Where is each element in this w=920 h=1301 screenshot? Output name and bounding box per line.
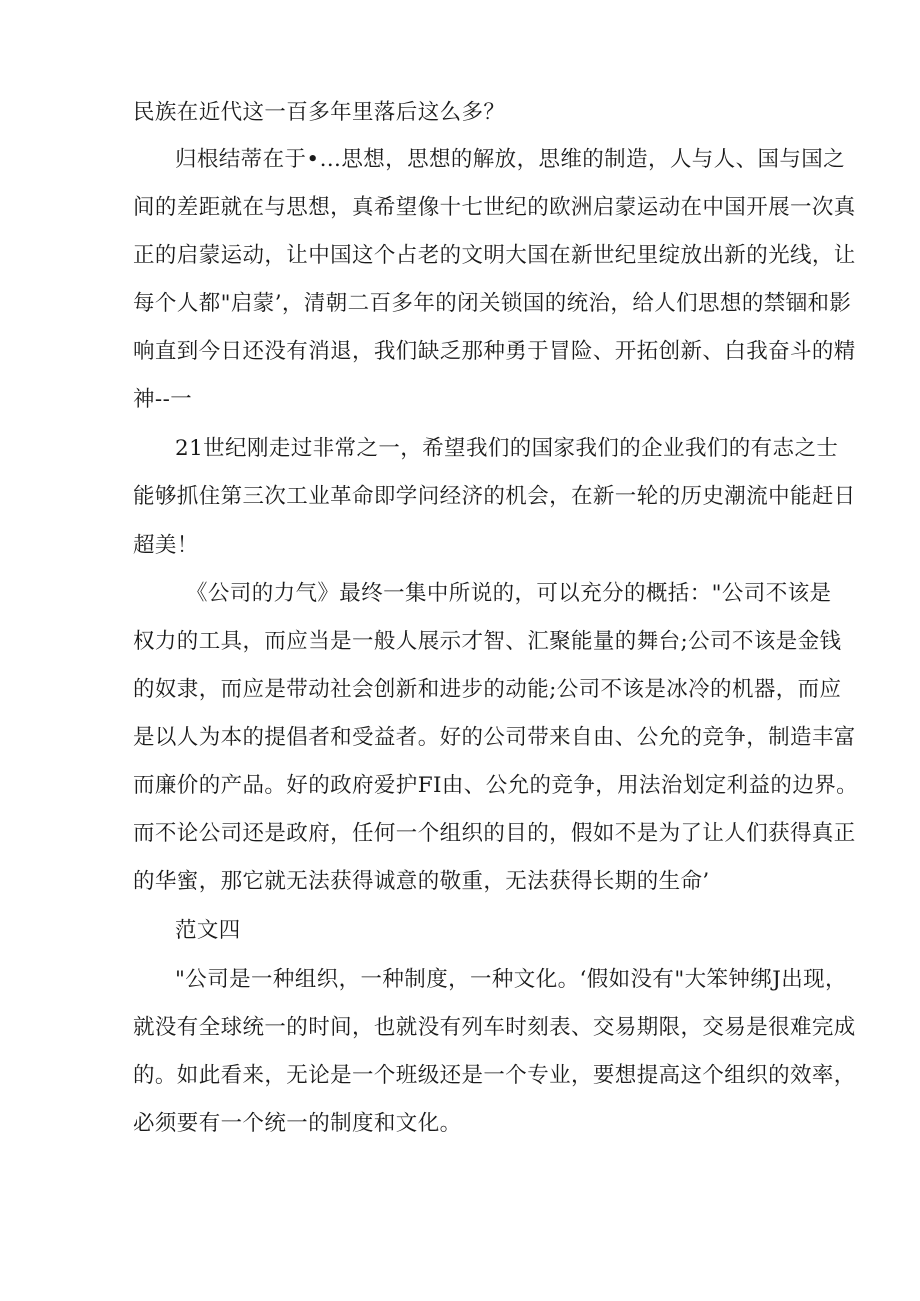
text-line: 响直到今日还没有消退，我们缺乏那种勇于冒险、开拓创新、白我奋斗的精 (133, 339, 856, 364)
text-line: 21世纪刚走过非常之一，希望我们的国家我们的企业我们的有志之士 (175, 436, 839, 461)
text-line: 是以人为本的提倡者和受益者。好的公司带来自由、公允的竞争，制造丰富 (133, 725, 856, 750)
text-line: 而不论公司还是政府，任何一个组织的目的，假如不是为了让人们获得真正 (133, 821, 856, 846)
text-line: 神--一 (133, 387, 193, 412)
text-line: 正的启蒙运动，让中国这个占老的文明大国在新世纪里绽放出新的光线，让 (133, 243, 856, 268)
text-line: 就没有全球统一的时间，也就没有列车时刻表、交易期限，交易是很难完成 (133, 1015, 856, 1040)
text-line: 的。如此看来，无论是一个班级还是一个专业，要想提高这个组织的效率， (133, 1063, 856, 1088)
text-line: 民族在近代这一百多年里落后这么多？ (133, 100, 506, 125)
text-line: 《公司的力气》最终一集中所说的，可以充分的概括："公司不该是 (186, 581, 832, 606)
text-line: 的华蜜，那它就无法获得诚意的敬重，无法获得长期的生命’ (133, 869, 710, 894)
text-line: 权力的工具，而应当是一般人展示才智、汇聚能量的舞台;公司不该是金钱 (133, 629, 842, 654)
text-line: 每个人都"启蒙’，清朝二百多年的闭关锁国的统治，给人们思想的禁锢和影 (133, 291, 852, 316)
section-heading: 范文四 (175, 918, 241, 943)
text-line: 而廉价的产品。好的政府爱护FI由、公允的竞争，用法治划定利益的边界。 (133, 773, 859, 798)
text-line: 归根结蒂在于•…思想，思想的解放，思维的制造，人与人、国与国之 (175, 147, 846, 172)
text-line: 超美！ (133, 533, 199, 558)
text-line: 间的差距就在与思想，真希望像十七世纪的欧洲启蒙运动在中国开展一次真 (133, 195, 856, 220)
text-line: "公司是一种组织，一种制度，一种文化。‘假如没有"大笨钟绑J出现， (175, 967, 847, 992)
text-line: 的奴隶，而应是带动社会创新和进步的动能;公司不该是冰冷的机器，而应 (133, 677, 842, 702)
text-line: 能够抓住第三次工业革命即学问经济的机会，在新一轮的历史潮流中能赶日 (133, 484, 856, 509)
text-line: 必须要有一个统一的制度和文化。 (133, 1111, 462, 1136)
